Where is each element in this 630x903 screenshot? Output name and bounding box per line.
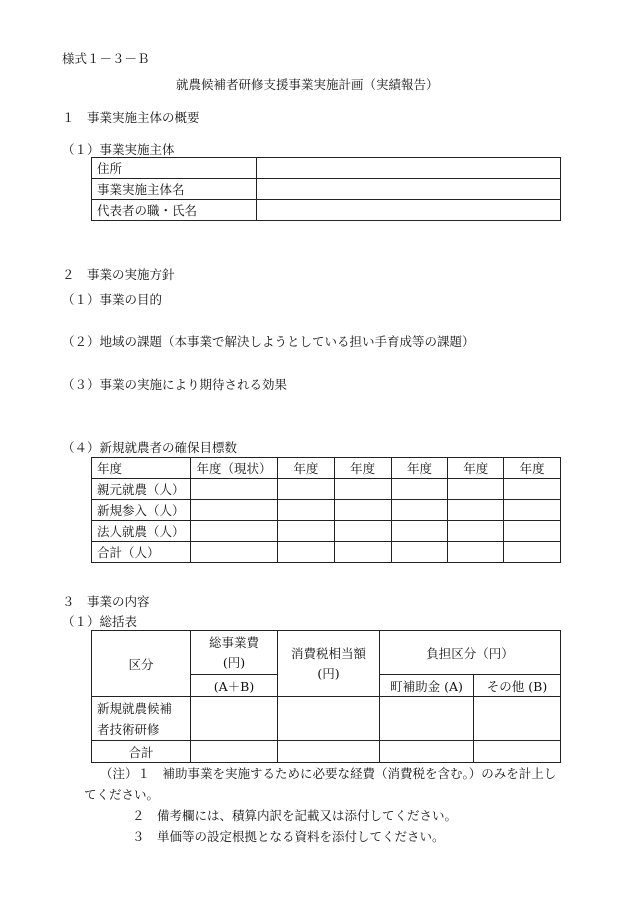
representative-label: 代表者の職・氏名 <box>92 200 257 221</box>
section2-sub4: （４）新規就農者の確保目標数 <box>62 440 238 455</box>
address-label: 住所 <box>92 158 257 179</box>
note-3: ３ 単価等の設定根拠となる資料を添付してください。 <box>132 829 445 844</box>
target-table <box>91 457 561 563</box>
section1-sub1: （１）事業実施主体 <box>62 142 175 157</box>
row-label: 新規参入（人） <box>92 500 191 521</box>
table-cell[interactable] <box>391 479 448 500</box>
table-cell[interactable] <box>504 521 561 542</box>
form-id: 様式１－３－Ｂ <box>62 51 150 66</box>
col-kubun: 区分 <box>92 631 191 697</box>
table-cell[interactable] <box>391 500 448 521</box>
col-header: 年度 <box>504 458 561 479</box>
col-tax-line1: 消費税相当額 <box>290 645 366 661</box>
col-total-sub: (A＋B) <box>191 675 278 697</box>
table-cell[interactable] <box>190 479 277 500</box>
col-town-subsidy: 町補助金 (A) <box>380 675 474 697</box>
table-cell[interactable] <box>474 741 561 763</box>
entity-name-label: 事業実施主体名 <box>92 179 257 200</box>
table-cell[interactable] <box>391 521 448 542</box>
table-cell[interactable] <box>504 542 561 563</box>
section3-sub1: （１）総括表 <box>62 614 138 629</box>
table-cell[interactable] <box>380 741 474 763</box>
table-cell[interactable] <box>190 521 277 542</box>
table-row <box>92 479 561 500</box>
table-cell[interactable] <box>277 500 334 521</box>
col-header: 年度（現状） <box>190 458 277 479</box>
section2-sub1: （１）事業の目的 <box>62 292 163 307</box>
table-cell[interactable] <box>277 479 334 500</box>
table-row <box>92 200 561 221</box>
section2-sub3: （３）事業の実施により期待される効果 <box>62 377 288 392</box>
table-cell[interactable] <box>504 479 561 500</box>
col-header: 年度 <box>391 458 448 479</box>
table-row <box>92 179 561 200</box>
table-cell[interactable] <box>448 542 504 563</box>
table-cell[interactable] <box>191 741 278 763</box>
section2-heading: ２ 事業の実施方針 <box>62 267 175 282</box>
entity-table <box>91 157 561 221</box>
table-cell[interactable] <box>190 542 277 563</box>
table-cell[interactable] <box>391 542 448 563</box>
col-tax-line2: (円) <box>317 665 340 681</box>
table-cell[interactable] <box>474 697 561 741</box>
table-cell[interactable] <box>334 479 391 500</box>
col-header: 年度 <box>448 458 504 479</box>
row-label: 合計（人） <box>92 542 191 563</box>
table-cell[interactable] <box>448 479 504 500</box>
row-label <box>92 697 191 741</box>
col-header: 年度 <box>277 458 334 479</box>
col-total-line2: (円) <box>222 654 246 670</box>
col-total-line1: 総事業費 <box>208 634 259 650</box>
table-row <box>92 500 561 521</box>
table-cell[interactable] <box>190 500 277 521</box>
note-1-line1: （注）１ 補助事業を実施するために必要な経費（消費税を含む。）のみを計上し <box>100 766 557 781</box>
col-header: 年度 <box>334 458 391 479</box>
table-row <box>92 158 561 179</box>
col-tax <box>278 631 380 697</box>
col-header: 年度 <box>92 458 191 479</box>
table-cell[interactable] <box>448 500 504 521</box>
table-cell[interactable] <box>277 521 334 542</box>
note-2: ２ 備考欄には、積算内訳を記載又は添付してください。 <box>132 808 458 823</box>
table-row <box>92 542 561 563</box>
table-header-row <box>92 631 561 675</box>
table-cell[interactable] <box>448 521 504 542</box>
row-label-line2: 者技術研修 <box>97 721 160 737</box>
address-field[interactable] <box>257 158 561 179</box>
entity-name-field[interactable] <box>257 179 561 200</box>
document-title: 就農候補者研修支援事業実施計画（実績報告） <box>176 77 439 92</box>
table-cell[interactable] <box>334 521 391 542</box>
row-label: 法人就農（人） <box>92 521 191 542</box>
table-cell[interactable] <box>334 500 391 521</box>
row-label: 親元就農（人） <box>92 479 191 500</box>
table-cell[interactable] <box>334 542 391 563</box>
table-cell[interactable] <box>278 697 380 741</box>
table-cell[interactable] <box>191 697 278 741</box>
section3-heading: ３ 事業の内容 <box>62 594 150 609</box>
table-cell[interactable] <box>504 500 561 521</box>
table-cell[interactable] <box>278 741 380 763</box>
col-other: その他 (B) <box>474 675 561 697</box>
representative-field[interactable] <box>257 200 561 221</box>
section1-heading: １ 事業実施主体の概要 <box>62 110 200 125</box>
table-cell[interactable] <box>380 697 474 741</box>
row-label-line1: 新規就農候補 <box>97 700 173 716</box>
table-row <box>92 697 561 741</box>
summary-table <box>91 630 561 763</box>
table-cell[interactable] <box>277 542 334 563</box>
table-row <box>92 741 561 763</box>
note-1-line2: てください。 <box>84 787 160 802</box>
row-total-label: 合計 <box>92 741 191 763</box>
col-total <box>191 631 278 675</box>
table-row <box>92 521 561 542</box>
section2-sub2: （２）地域の課題（本事業で解決しようとしている担い手育成等の課題） <box>62 334 475 349</box>
table-header-row <box>92 458 561 479</box>
col-burden: 負担区分（円） <box>380 631 561 675</box>
